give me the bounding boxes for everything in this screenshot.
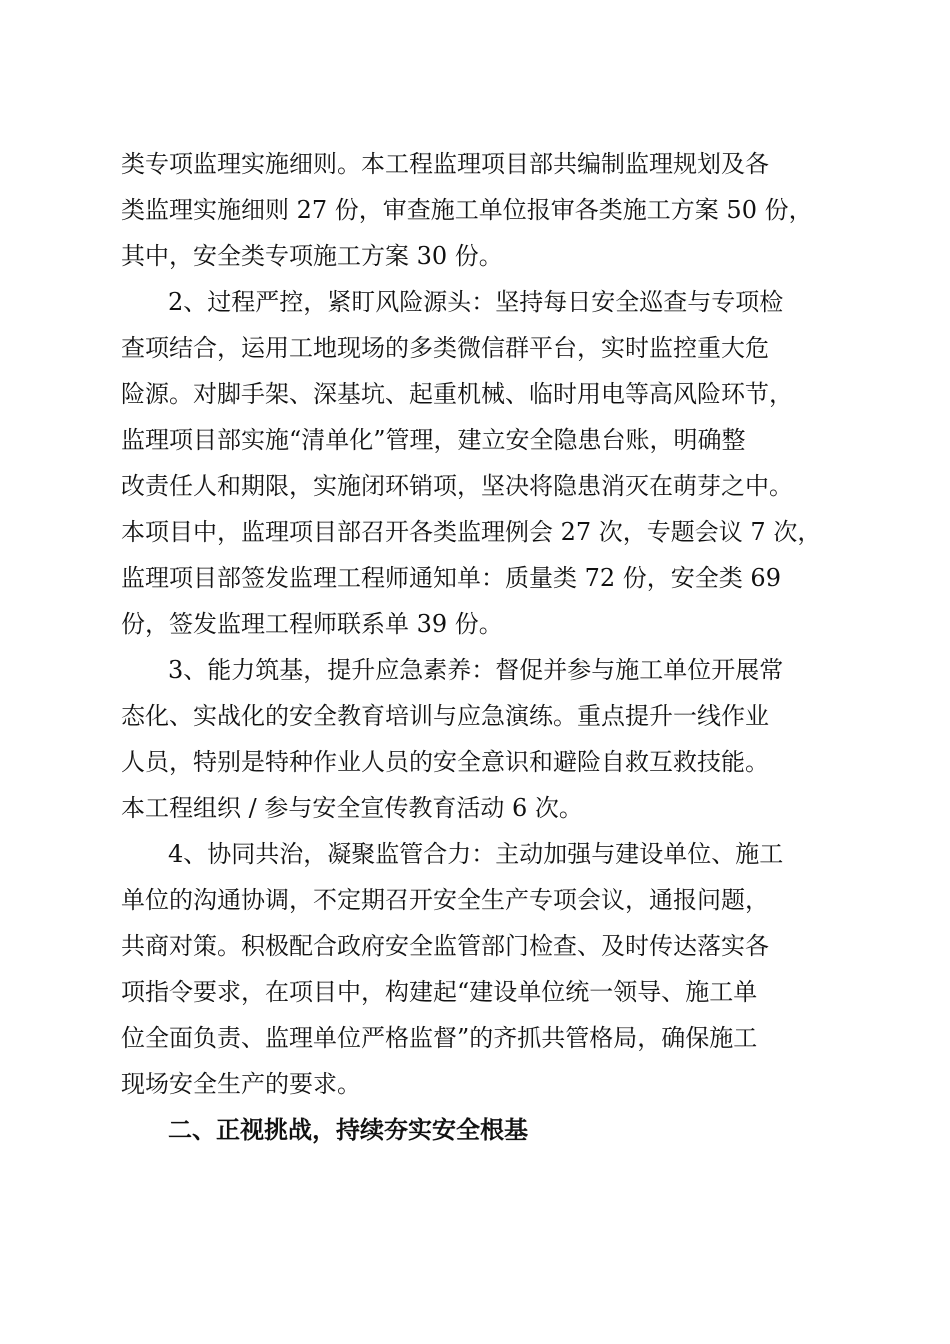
paragraph-2-line-4: 监理项目部实施“清单化”管理，建立安全隐患台账，明确整 — [121, 426, 746, 454]
paragraph-3-line-3: 人员，特别是特种作业人员的安全意识和避险自救互救技能。 — [121, 748, 769, 776]
paragraph-1-line-1: 类专项监理实施细则。本工程监理项目部共编制监理规划及各 — [121, 150, 769, 178]
paragraph-4-line-3: 共商对策。积极配合政府安全监管部门检查、及时传达落实各 — [121, 932, 769, 960]
paragraph-2-line-3: 险源。对脚手架、深基坑、起重机械、临时用电等高风险环节， — [121, 380, 793, 408]
paragraph-3-line-4: 本工程组织 / 参与安全宣传教育活动 6 次。 — [121, 794, 583, 822]
paragraph-1-line-2: 类监理实施细则 27 份，审查施工单位报审各类施工方案 50 份， — [121, 196, 813, 224]
paragraph-4-line-2: 单位的沟通协调，不定期召开安全生产专项会议，通报问题， — [121, 886, 769, 914]
paragraph-4-line-4: 项指令要求，在项目中，构建起“建设单位统一领导、施工单 — [121, 978, 758, 1006]
paragraph-2-line-8: 份，签发监理工程师联系单 39 份。 — [121, 610, 503, 638]
paragraph-2-line-5: 改责任人和期限，实施闭环销项，坚决将隐患消灭在萌芽之中。 — [121, 472, 793, 500]
paragraph-4-line-6: 现场安全生产的要求。 — [121, 1070, 361, 1098]
paragraph-3-line-1: 3、能力筑基，提升应急素养：督促并参与施工单位开展常 — [168, 656, 784, 684]
paragraph-2-line-1: 2、过程严控，紧盯风险源头：坚持每日安全巡查与专项检 — [168, 288, 784, 316]
paragraph-1-line-3: 其中，安全类专项施工方案 30 份。 — [121, 242, 503, 270]
paragraph-2-line-7: 监理项目部签发监理工程师通知单：质量类 72 份，安全类 69 — [121, 564, 781, 592]
paragraph-4-line-5: 位全面负责、监理单位严格监督”的齐抓共管格局，确保施工 — [121, 1024, 758, 1052]
section-heading: 二、正视挑战，持续夯实安全根基 — [168, 1116, 528, 1144]
paragraph-2-line-2: 查项结合，运用工地现场的多类微信群平台，实时监控重大危 — [121, 334, 769, 362]
paragraph-4-line-1: 4、协同共治，凝聚监管合力：主动加强与建设单位、施工 — [168, 840, 784, 868]
paragraph-3-line-2: 态化、实战化的安全教育培训与应急演练。重点提升一线作业 — [121, 702, 769, 730]
paragraph-2-line-6: 本项目中，监理项目部召开各类监理例会 27 次，专题会议 7 次， — [121, 518, 822, 546]
